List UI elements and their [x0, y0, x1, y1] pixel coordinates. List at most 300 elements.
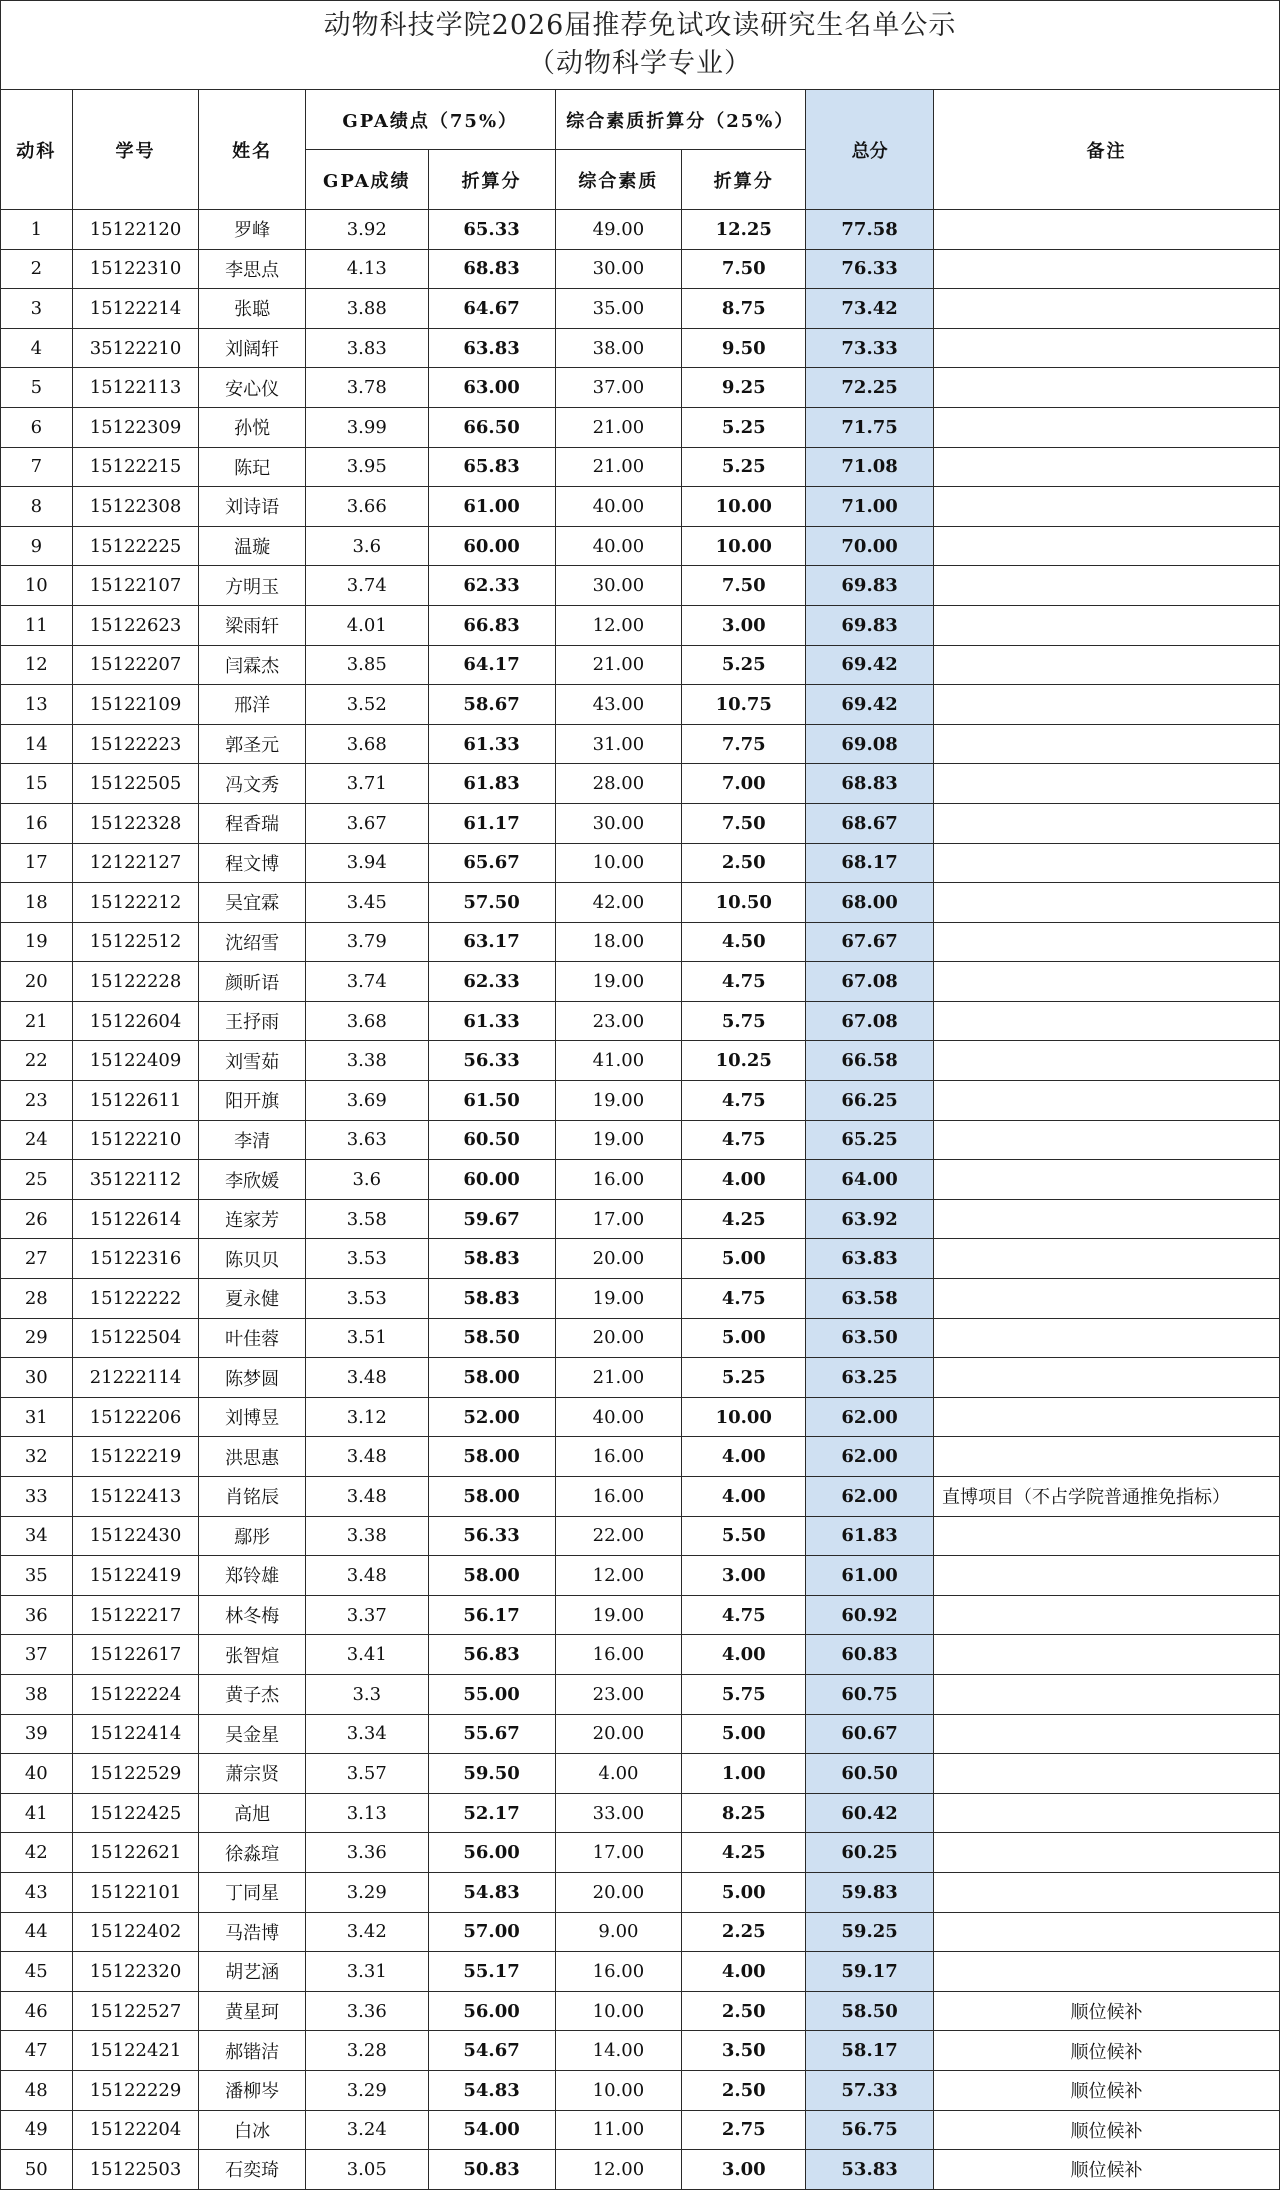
- cell-gpa-score: 3.45: [305, 883, 428, 923]
- cell-gpa-score: 3.68: [305, 1001, 428, 1041]
- table-row: [1, 1437, 1280, 1477]
- cell-gpa-converted: 61.50: [428, 1081, 555, 1121]
- table-row: [1, 1041, 1280, 1081]
- cell-student-id: 15122222: [72, 1279, 199, 1319]
- cell-name: 潘柳岑: [199, 2070, 305, 2110]
- cell-remark: [934, 724, 1280, 764]
- cell-gpa-score: 3.53: [305, 1279, 428, 1319]
- cell-total: 62.00: [806, 1397, 934, 1437]
- header-name: 姓名: [199, 90, 305, 210]
- cell-gpa-score: 3.92: [305, 210, 428, 250]
- cell-student-id: 15122503: [72, 2150, 199, 2190]
- cell-quality-converted: 5.00: [682, 1714, 806, 1754]
- table-row: [1, 1081, 1280, 1121]
- cell-rank: 5: [1, 368, 73, 408]
- table-row: [1, 2150, 1280, 2190]
- cell-total: 60.92: [806, 1595, 934, 1635]
- cell-gpa-converted: 58.00: [428, 1556, 555, 1596]
- cell-rank: 6: [1, 407, 73, 447]
- cell-quality-converted: 5.00: [682, 1239, 806, 1279]
- cell-student-id: 15122210: [72, 1120, 199, 1160]
- cell-name: 颜昕语: [199, 962, 305, 1002]
- cell-remark: 顺位候补: [934, 2110, 1280, 2150]
- cell-name: 程文博: [199, 843, 305, 883]
- cell-quality-score: 16.00: [555, 1160, 682, 1200]
- cell-total: 63.83: [806, 1239, 934, 1279]
- cell-rank: 9: [1, 526, 73, 566]
- table-row: [1, 843, 1280, 883]
- cell-name: 方明玉: [199, 566, 305, 606]
- table-row: [1, 1358, 1280, 1398]
- cell-rank: 39: [1, 1714, 73, 1754]
- cell-student-id: 35122210: [72, 328, 199, 368]
- cell-gpa-score: 3.79: [305, 922, 428, 962]
- cell-student-id: 15122328: [72, 803, 199, 843]
- cell-gpa-converted: 58.00: [428, 1358, 555, 1398]
- title-cell: [1, 1, 1280, 90]
- cell-gpa-converted: 63.00: [428, 368, 555, 408]
- cell-total: 68.00: [806, 883, 934, 923]
- cell-gpa-score: 3.95: [305, 447, 428, 487]
- cell-rank: 38: [1, 1674, 73, 1714]
- cell-quality-score: 21.00: [555, 1358, 682, 1398]
- cell-student-id: 15122101: [72, 1872, 199, 1912]
- cell-rank: 10: [1, 566, 73, 606]
- table-row: [1, 764, 1280, 804]
- cell-quality-converted: 8.25: [682, 1793, 806, 1833]
- cell-rank: 7: [1, 447, 73, 487]
- cell-quality-score: 14.00: [555, 2031, 682, 2071]
- cell-name: 陈贝贝: [199, 1239, 305, 1279]
- cell-name: 叶佳蓉: [199, 1318, 305, 1358]
- cell-quality-converted: 5.75: [682, 1001, 806, 1041]
- table-row: [1, 962, 1280, 1002]
- cell-rank: 36: [1, 1595, 73, 1635]
- cell-student-id: 21222114: [72, 1358, 199, 1398]
- cell-gpa-score: 3.42: [305, 1912, 428, 1952]
- cell-total: 59.25: [806, 1912, 934, 1952]
- cell-quality-converted: 8.75: [682, 289, 806, 329]
- cell-quality-score: 20.00: [555, 1318, 682, 1358]
- cell-name: 刘雪茹: [199, 1041, 305, 1081]
- table-row: [1, 1160, 1280, 1200]
- cell-student-id: 15122421: [72, 2031, 199, 2071]
- cell-quality-score: 10.00: [555, 843, 682, 883]
- cell-total: 63.25: [806, 1358, 934, 1398]
- cell-quality-converted: 2.50: [682, 2070, 806, 2110]
- cell-rank: 47: [1, 2031, 73, 2071]
- cell-rank: 35: [1, 1556, 73, 1596]
- table-row: [1, 1397, 1280, 1437]
- cell-rank: 8: [1, 487, 73, 527]
- cell-name: 刘博昱: [199, 1397, 305, 1437]
- cell-quality-converted: 4.00: [682, 1160, 806, 1200]
- table-row: [1, 1674, 1280, 1714]
- cell-name: 陈梦圆: [199, 1358, 305, 1398]
- cell-name: 罗峰: [199, 210, 305, 250]
- cell-rank: 30: [1, 1358, 73, 1398]
- cell-gpa-converted: 52.00: [428, 1397, 555, 1437]
- cell-student-id: 15122219: [72, 1437, 199, 1477]
- cell-remark: [934, 685, 1280, 725]
- cell-rank: 12: [1, 645, 73, 685]
- cell-gpa-score: 3.48: [305, 1556, 428, 1596]
- cell-gpa-score: 3.67: [305, 803, 428, 843]
- cell-quality-score: 16.00: [555, 1437, 682, 1477]
- cell-rank: 41: [1, 1793, 73, 1833]
- cell-gpa-score: 3.58: [305, 1199, 428, 1239]
- cell-remark: [934, 368, 1280, 408]
- cell-gpa-converted: 65.67: [428, 843, 555, 883]
- cell-rank: 49: [1, 2110, 73, 2150]
- cell-quality-score: 23.00: [555, 1674, 682, 1714]
- cell-quality-converted: 2.25: [682, 1912, 806, 1952]
- cell-rank: 46: [1, 1991, 73, 2031]
- cell-remark: 顺位候补: [934, 2070, 1280, 2110]
- cell-name: 安心仪: [199, 368, 305, 408]
- cell-gpa-converted: 58.67: [428, 685, 555, 725]
- table-row: [1, 407, 1280, 447]
- cell-quality-converted: 4.50: [682, 922, 806, 962]
- cell-name: 刘诗语: [199, 487, 305, 527]
- cell-quality-converted: 7.50: [682, 249, 806, 289]
- table-row: [1, 289, 1280, 329]
- table-row: [1, 1199, 1280, 1239]
- cell-gpa-converted: 55.17: [428, 1952, 555, 1992]
- table-body: [1, 210, 1280, 2190]
- cell-total: 57.33: [806, 2070, 934, 2110]
- cell-quality-score: 40.00: [555, 1397, 682, 1437]
- cell-quality-converted: 4.00: [682, 1952, 806, 1992]
- cell-total: 62.00: [806, 1437, 934, 1477]
- cell-total: 61.00: [806, 1556, 934, 1596]
- cell-quality-converted: 2.50: [682, 843, 806, 883]
- cell-gpa-converted: 54.83: [428, 1872, 555, 1912]
- cell-gpa-score: 3.94: [305, 843, 428, 883]
- cell-student-id: 15122217: [72, 1595, 199, 1635]
- cell-rank: 31: [1, 1397, 73, 1437]
- cell-remark: [934, 249, 1280, 289]
- cell-gpa-converted: 57.00: [428, 1912, 555, 1952]
- cell-total: 60.75: [806, 1674, 934, 1714]
- cell-rank: 50: [1, 2150, 73, 2190]
- cell-quality-score: 16.00: [555, 1477, 682, 1517]
- table-row: [1, 1991, 1280, 2031]
- cell-rank: 26: [1, 1199, 73, 1239]
- cell-quality-score: 12.00: [555, 605, 682, 645]
- cell-quality-score: 17.00: [555, 1833, 682, 1873]
- cell-total: 65.25: [806, 1120, 934, 1160]
- cell-remark: [934, 1239, 1280, 1279]
- cell-quality-score: 10.00: [555, 1991, 682, 2031]
- cell-quality-score: 16.00: [555, 1635, 682, 1675]
- cell-gpa-converted: 62.33: [428, 962, 555, 1002]
- cell-student-id: 15122204: [72, 2110, 199, 2150]
- cell-remark: 顺位候补: [934, 2150, 1280, 2190]
- cell-quality-score: 12.00: [555, 1556, 682, 1596]
- cell-rank: 17: [1, 843, 73, 883]
- cell-total: 60.42: [806, 1793, 934, 1833]
- cell-name: 吴金星: [199, 1714, 305, 1754]
- cell-gpa-converted: 56.00: [428, 1991, 555, 2031]
- table-row: [1, 487, 1280, 527]
- cell-quality-converted: 3.00: [682, 2150, 806, 2190]
- table-row: [1, 210, 1280, 250]
- cell-name: 阳开旗: [199, 1081, 305, 1121]
- cell-remark: [934, 1358, 1280, 1398]
- cell-remark: [934, 1714, 1280, 1754]
- cell-student-id: 15122224: [72, 1674, 199, 1714]
- cell-name: 冯文秀: [199, 764, 305, 804]
- cell-gpa-converted: 56.17: [428, 1595, 555, 1635]
- cell-total: 63.92: [806, 1199, 934, 1239]
- cell-total: 63.50: [806, 1318, 934, 1358]
- cell-remark: [934, 1001, 1280, 1041]
- cell-name: 孙悦: [199, 407, 305, 447]
- cell-gpa-score: 3.52: [305, 685, 428, 725]
- cell-gpa-converted: 58.83: [428, 1279, 555, 1319]
- cell-student-id: 15122113: [72, 368, 199, 408]
- cell-name: 肖铭辰: [199, 1477, 305, 1517]
- cell-quality-score: 19.00: [555, 1120, 682, 1160]
- cell-name: 张智煊: [199, 1635, 305, 1675]
- cell-name: 李思点: [199, 249, 305, 289]
- table-row: [1, 605, 1280, 645]
- cell-total: 68.17: [806, 843, 934, 883]
- table-row: [1, 685, 1280, 725]
- cell-remark: [934, 1279, 1280, 1319]
- cell-rank: 48: [1, 2070, 73, 2110]
- cell-gpa-score: 3.48: [305, 1358, 428, 1398]
- cell-name: 连家芳: [199, 1199, 305, 1239]
- cell-student-id: 15122504: [72, 1318, 199, 1358]
- cell-quality-score: 9.00: [555, 1912, 682, 1952]
- cell-quality-score: 20.00: [555, 1239, 682, 1279]
- cell-total: 62.00: [806, 1477, 934, 1517]
- cell-student-id: 35122112: [72, 1160, 199, 1200]
- cell-student-id: 15122228: [72, 962, 199, 1002]
- table-row: [1, 1120, 1280, 1160]
- cell-quality-converted: 4.75: [682, 962, 806, 1002]
- cell-rank: 40: [1, 1754, 73, 1794]
- cell-student-id: 15122309: [72, 407, 199, 447]
- cell-gpa-score: 3.13: [305, 1793, 428, 1833]
- cell-quality-converted: 9.50: [682, 328, 806, 368]
- cell-total: 73.42: [806, 289, 934, 329]
- cell-total: 71.08: [806, 447, 934, 487]
- cell-gpa-score: 3.99: [305, 407, 428, 447]
- header-remark: 备注: [934, 90, 1280, 210]
- cell-student-id: 15122223: [72, 724, 199, 764]
- cell-student-id: 15122212: [72, 883, 199, 923]
- table-row: [1, 1872, 1280, 1912]
- cell-quality-converted: 4.75: [682, 1081, 806, 1121]
- cell-rank: 19: [1, 922, 73, 962]
- cell-remark: [934, 1912, 1280, 1952]
- cell-remark: [934, 328, 1280, 368]
- cell-quality-score: 49.00: [555, 210, 682, 250]
- cell-student-id: 15122611: [72, 1081, 199, 1121]
- cell-name: 郑铃雄: [199, 1556, 305, 1596]
- cell-gpa-score: 3.28: [305, 2031, 428, 2071]
- cell-gpa-converted: 66.83: [428, 605, 555, 645]
- cell-student-id: 15122413: [72, 1477, 199, 1517]
- cell-name: 洪思惠: [199, 1437, 305, 1477]
- cell-name: 鄢彤: [199, 1516, 305, 1556]
- cell-gpa-converted: 54.83: [428, 2070, 555, 2110]
- cell-quality-score: 31.00: [555, 724, 682, 764]
- header-quality-converted: 折算分: [682, 150, 806, 210]
- cell-gpa-converted: 61.33: [428, 1001, 555, 1041]
- table-row: [1, 1952, 1280, 1992]
- cell-remark: [934, 1397, 1280, 1437]
- cell-student-id: 15122316: [72, 1239, 199, 1279]
- cell-name: 白冰: [199, 2110, 305, 2150]
- table-row: [1, 1279, 1280, 1319]
- cell-quality-converted: 4.00: [682, 1477, 806, 1517]
- cell-total: 67.67: [806, 922, 934, 962]
- cell-quality-score: 19.00: [555, 1595, 682, 1635]
- cell-remark: [934, 210, 1280, 250]
- cell-gpa-converted: 56.33: [428, 1516, 555, 1556]
- cell-gpa-converted: 59.50: [428, 1754, 555, 1794]
- cell-gpa-converted: 58.83: [428, 1239, 555, 1279]
- cell-gpa-converted: 54.67: [428, 2031, 555, 2071]
- cell-rank: 2: [1, 249, 73, 289]
- table-row: [1, 922, 1280, 962]
- table-row: [1, 1477, 1280, 1517]
- cell-name: 闫霖杰: [199, 645, 305, 685]
- cell-student-id: 15122604: [72, 1001, 199, 1041]
- cell-quality-converted: 5.25: [682, 447, 806, 487]
- cell-gpa-converted: 56.00: [428, 1833, 555, 1873]
- cell-gpa-converted: 58.50: [428, 1318, 555, 1358]
- cell-gpa-converted: 56.33: [428, 1041, 555, 1081]
- cell-gpa-score: 3.29: [305, 2070, 428, 2110]
- cell-rank: 37: [1, 1635, 73, 1675]
- cell-quality-score: 4.00: [555, 1754, 682, 1794]
- cell-total: 60.83: [806, 1635, 934, 1675]
- cell-total: 73.33: [806, 328, 934, 368]
- cell-name: 李清: [199, 1120, 305, 1160]
- cell-name: 高旭: [199, 1793, 305, 1833]
- cell-gpa-score: 3.31: [305, 1952, 428, 1992]
- cell-quality-score: 35.00: [555, 289, 682, 329]
- table-row: [1, 724, 1280, 764]
- header-student-id: 学号: [72, 90, 199, 210]
- cell-total: 69.08: [806, 724, 934, 764]
- cell-remark: 顺位候补: [934, 2031, 1280, 2071]
- cell-remark: [934, 605, 1280, 645]
- cell-quality-converted: 5.75: [682, 1674, 806, 1714]
- cell-total: 58.50: [806, 1991, 934, 2031]
- cell-quality-score: 23.00: [555, 1001, 682, 1041]
- cell-gpa-converted: 62.33: [428, 566, 555, 606]
- cell-rank: 42: [1, 1833, 73, 1873]
- cell-gpa-score: 4.13: [305, 249, 428, 289]
- cell-name: 胡艺涵: [199, 1952, 305, 1992]
- cell-total: 69.42: [806, 685, 934, 725]
- cell-gpa-converted: 68.83: [428, 249, 555, 289]
- cell-total: 64.00: [806, 1160, 934, 1200]
- cell-quality-converted: 5.00: [682, 1872, 806, 1912]
- cell-gpa-score: 3.51: [305, 1318, 428, 1358]
- cell-quality-converted: 10.00: [682, 1397, 806, 1437]
- cell-name: 林冬梅: [199, 1595, 305, 1635]
- cell-remark: [934, 1793, 1280, 1833]
- cell-rank: 1: [1, 210, 73, 250]
- cell-remark: [934, 1833, 1280, 1873]
- cell-student-id: 15122529: [72, 1754, 199, 1794]
- cell-total: 60.25: [806, 1833, 934, 1873]
- cell-quality-score: 30.00: [555, 249, 682, 289]
- cell-gpa-score: 3.83: [305, 328, 428, 368]
- header-quality-group: 综合素质折算分（25%）: [555, 90, 806, 150]
- cell-rank: 16: [1, 803, 73, 843]
- cell-quality-converted: 7.50: [682, 803, 806, 843]
- cell-quality-converted: 4.75: [682, 1120, 806, 1160]
- cell-gpa-score: 3.71: [305, 764, 428, 804]
- cell-remark: [934, 1635, 1280, 1675]
- table-row: [1, 1793, 1280, 1833]
- cell-remark: [934, 803, 1280, 843]
- cell-gpa-converted: 61.83: [428, 764, 555, 804]
- cell-total: 59.17: [806, 1952, 934, 1992]
- cell-quality-converted: 4.00: [682, 1437, 806, 1477]
- cell-total: 71.75: [806, 407, 934, 447]
- cell-quality-converted: 1.00: [682, 1754, 806, 1794]
- cell-gpa-score: 3.74: [305, 962, 428, 1002]
- cell-quality-converted: 4.75: [682, 1595, 806, 1635]
- cell-rank: 3: [1, 289, 73, 329]
- cell-remark: [934, 566, 1280, 606]
- cell-name: 程香瑞: [199, 803, 305, 843]
- cell-name: 黄子杰: [199, 1674, 305, 1714]
- cell-gpa-score: 3.48: [305, 1437, 428, 1477]
- cell-gpa-score: 3.05: [305, 2150, 428, 2190]
- cell-gpa-score: 3.69: [305, 1081, 428, 1121]
- cell-gpa-score: 3.36: [305, 1991, 428, 2031]
- cell-gpa-converted: 55.67: [428, 1714, 555, 1754]
- cell-gpa-converted: 52.17: [428, 1793, 555, 1833]
- table-row: [1, 1516, 1280, 1556]
- cell-quality-converted: 2.50: [682, 1991, 806, 2031]
- cell-quality-converted: 7.00: [682, 764, 806, 804]
- cell-quality-converted: 3.00: [682, 1556, 806, 1596]
- cell-remark: [934, 764, 1280, 804]
- cell-rank: 22: [1, 1041, 73, 1081]
- cell-quality-converted: 5.50: [682, 1516, 806, 1556]
- cell-total: 67.08: [806, 962, 934, 1002]
- cell-gpa-converted: 63.83: [428, 328, 555, 368]
- cell-gpa-converted: 65.83: [428, 447, 555, 487]
- cell-remark: 顺位候补: [934, 1991, 1280, 2031]
- table-row: [1, 2110, 1280, 2150]
- cell-quality-score: 21.00: [555, 645, 682, 685]
- cell-quality-score: 12.00: [555, 2150, 682, 2190]
- table-row: [1, 1239, 1280, 1279]
- cell-name: 夏永健: [199, 1279, 305, 1319]
- cell-remark: [934, 289, 1280, 329]
- cell-student-id: 15122206: [72, 1397, 199, 1437]
- header-rank: 动科: [1, 90, 73, 210]
- cell-student-id: 15122225: [72, 526, 199, 566]
- cell-name: 黄星珂: [199, 1991, 305, 2031]
- cell-gpa-converted: 65.33: [428, 210, 555, 250]
- cell-quality-converted: 3.00: [682, 605, 806, 645]
- cell-student-id: 15122310: [72, 249, 199, 289]
- cell-student-id: 15122623: [72, 605, 199, 645]
